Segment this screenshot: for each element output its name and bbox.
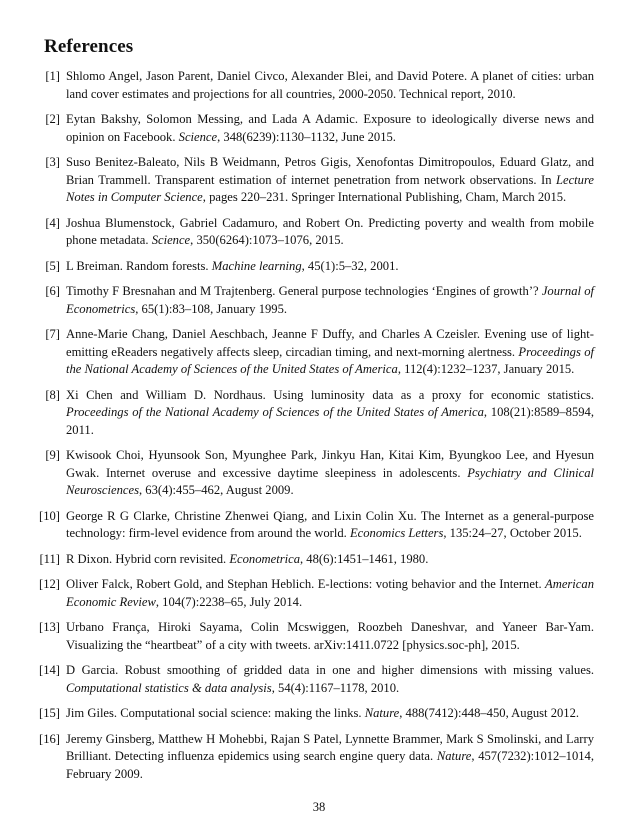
reference-text-segment: , 54(4):1167–1178, 2010. xyxy=(271,680,400,695)
reference-venue: American Economic Review xyxy=(66,577,594,609)
reference-text-segment: Timothy F Bresnahan and M Trajtenberg. General purpose technologies ‘Engines of growth’? xyxy=(66,284,542,298)
reference-text-segment: , 135:24–27, October 2015. xyxy=(443,526,582,540)
reference-text-segment: R Dixon. Hybrid corn revisited. xyxy=(66,551,230,566)
reference-text-segment: , 350(6264):1073–1076, 2015. xyxy=(190,233,344,247)
reference-number: [1] xyxy=(45,69,60,83)
reference-text xyxy=(66,112,594,144)
reference-number: [15] xyxy=(39,706,60,720)
reference-text-segment: Shlomo Angel, Jason Parent, Daniel Civco, Alexander Blei, and David Potere. A planet of cities: urban land cover estimates and projections for all countries, 2000-2050. Technical report, 2010. xyxy=(66,69,594,101)
reference-number: [11] xyxy=(39,551,60,566)
reference-item xyxy=(0,215,594,250)
reference-text-segment: , 457(7232):1012–1014, February 2009. xyxy=(66,749,594,781)
reference-number: [16] xyxy=(39,731,60,746)
reference-text-segment: Oliver Falck, Robert Gold, and Stephan Heblich. E-lections: voting behavior and the Internet. xyxy=(66,577,546,591)
reference-text xyxy=(66,327,594,376)
reference-number: [8] xyxy=(45,387,60,402)
reference-venue: Lecture Notes in Computer Science xyxy=(66,172,594,204)
reference-venue: Machine learning xyxy=(211,258,302,273)
reference-item xyxy=(0,258,594,276)
reference-item xyxy=(0,387,594,440)
reference-text xyxy=(66,69,594,101)
reference-venue: Proceedings of the National Academy of Sciences of the United States of America xyxy=(66,344,594,376)
reference-item xyxy=(0,551,594,569)
reference-venue: Nature xyxy=(364,706,400,720)
reference-item xyxy=(0,447,594,500)
reference-venue: Nature xyxy=(436,749,472,763)
reference-number: [9] xyxy=(45,448,60,462)
reference-text-segment: D Garcia. Robust smoothing of gridded data in one and higher dimensions with missing values. xyxy=(66,663,594,677)
reference-list xyxy=(0,68,638,791)
reference-text xyxy=(66,284,594,316)
reference-text-segment: , 45(1):5–32, 2001. xyxy=(301,258,399,273)
reference-venue: Computational statistics & data analysis xyxy=(66,680,272,695)
reference-text xyxy=(66,448,594,497)
reference-text-segment: Anne-Marie Chang, Daniel Aeschbach, Jeanne F Duffy, and Charles A Czeisler. Evening use of light-emitting eReaders negatively affects sleep, circadian timing, and next-morning alertness. xyxy=(66,327,594,359)
reference-venue: Proceedings of the National Academy of Sciences of the United States of America xyxy=(66,405,484,419)
reference-text-segment: , 48(6):1451–1461, 1980. xyxy=(300,551,429,566)
reference-venue: Science xyxy=(178,129,218,144)
reference-number: [5] xyxy=(45,258,60,273)
reference-text-segment: Kwisook Choi, Hyunsook Son, Myunghee Park, Jinkyu Han, Kitai Kim, Byungkoo Lee, and Hyesun Gwak. Internet overuse and excessive daytime sleepiness in adolescents. xyxy=(66,448,594,480)
reference-text-segment: , 104(7):2238–65, July 2014. xyxy=(155,594,303,609)
section-title: References xyxy=(44,36,134,57)
reference-text-segment: Urbano França, Hiroki Sayama, Colin Mcswiggen, Roozbeh Daneshvar, and Yaneer Bar-Yam. Visualizing the “heartbeat” of a city with tweets. arXiv:1411.0722 [physics.soc-ph], 2015. xyxy=(66,620,594,652)
reference-item xyxy=(0,619,594,654)
reference-venue: Journal of Econometrics xyxy=(66,284,595,316)
reference-item xyxy=(0,576,594,611)
reference-text-segment: Jim Giles. Computational social science: making the links. xyxy=(66,706,365,720)
reference-text-segment: Joshua Blumenstock, Gabriel Cadamuro, and Robert On. Predicting poverty and wealth from mobile phone metadata. xyxy=(66,215,594,247)
reference-text-segment: Suso Benitez-Baleato, Nils B Weidmann, Petros Gigis, Xenofontas Dimitropoulos, Eduard Glatz, and Brian Trammell. Transparent estimation of internet penetration from network observations. In xyxy=(66,155,594,187)
reference-number: [13] xyxy=(39,620,60,634)
reference-number: [2] xyxy=(45,112,60,126)
reference-text xyxy=(66,620,594,652)
reference-text-segment: L Breiman. Random forests. xyxy=(66,258,212,273)
reference-text xyxy=(66,706,579,720)
reference-text-segment: Jeremy Ginsberg, Matthew H Mohebbi, Rajan S Patel, Lynnette Brammer, Mark S Smolinski, and Larry Brilliant. Detecting influenza epidemics using search engine query data. xyxy=(66,731,594,763)
reference-item xyxy=(0,662,594,697)
reference-number: [10] xyxy=(39,508,60,523)
reference-text xyxy=(66,155,594,204)
reference-item xyxy=(0,154,594,207)
reference-text-segment: Xi Chen and William D. Nordhaus. Using luminosity data as a proxy for economic statistics. xyxy=(66,387,594,402)
reference-text-segment: , 63(4):455–462, August 2009. xyxy=(138,483,294,497)
reference-venue: Econometrica xyxy=(229,551,300,566)
reference-venue: Economics Letters xyxy=(349,526,444,540)
reference-number: [14] xyxy=(39,663,60,677)
reference-number: [7] xyxy=(45,327,60,341)
reference-text xyxy=(66,577,594,609)
reference-text-segment: Eytan Bakshy, Solomon Messing, and Lada A Adamic. Exposure to ideologically diverse news and opinion on Facebook. xyxy=(66,112,594,144)
reference-text-segment: , 348(6239):1130–1132, June 2015. xyxy=(217,129,396,144)
reference-text xyxy=(66,259,399,273)
reference-text xyxy=(66,552,428,566)
reference-item xyxy=(0,508,594,543)
reference-number: [12] xyxy=(39,577,60,591)
page-number: 38 xyxy=(312,800,326,814)
reference-item xyxy=(0,326,594,379)
reference-number: [3] xyxy=(45,155,60,169)
reference-item xyxy=(0,111,594,146)
reference-item xyxy=(0,68,594,103)
reference-number: [6] xyxy=(45,284,60,298)
reference-text xyxy=(66,216,594,248)
reference-item xyxy=(0,705,594,723)
reference-number: [4] xyxy=(45,215,60,230)
reference-text xyxy=(66,732,594,781)
reference-venue: Science xyxy=(151,233,191,247)
reference-item xyxy=(0,283,594,318)
reference-text xyxy=(66,509,594,541)
reference-text-segment: , 108(21):8589–8594, 2011. xyxy=(66,405,594,437)
reference-text-segment: George R G Clarke, Christine Zhenwei Qiang, and Lixin Colin Xu. The Internet as a general-purpose technology: firm-level evidence from around the world. xyxy=(66,508,594,540)
reference-text-segment: , pages 220–231. Springer International Publishing, Cham, March 2015. xyxy=(202,190,567,204)
reference-text xyxy=(66,663,594,695)
reference-text xyxy=(66,388,594,437)
reference-text-segment: , 112(4):1232–1237, January 2015. xyxy=(397,362,575,376)
reference-venue: Psychiatry and Clinical Neurosciences xyxy=(66,465,594,497)
reference-text-segment: , 65(1):83–108, January 1995. xyxy=(135,301,288,316)
reference-item xyxy=(0,731,594,784)
reference-text-segment: , 488(7412):448–450, August 2012. xyxy=(399,706,580,720)
